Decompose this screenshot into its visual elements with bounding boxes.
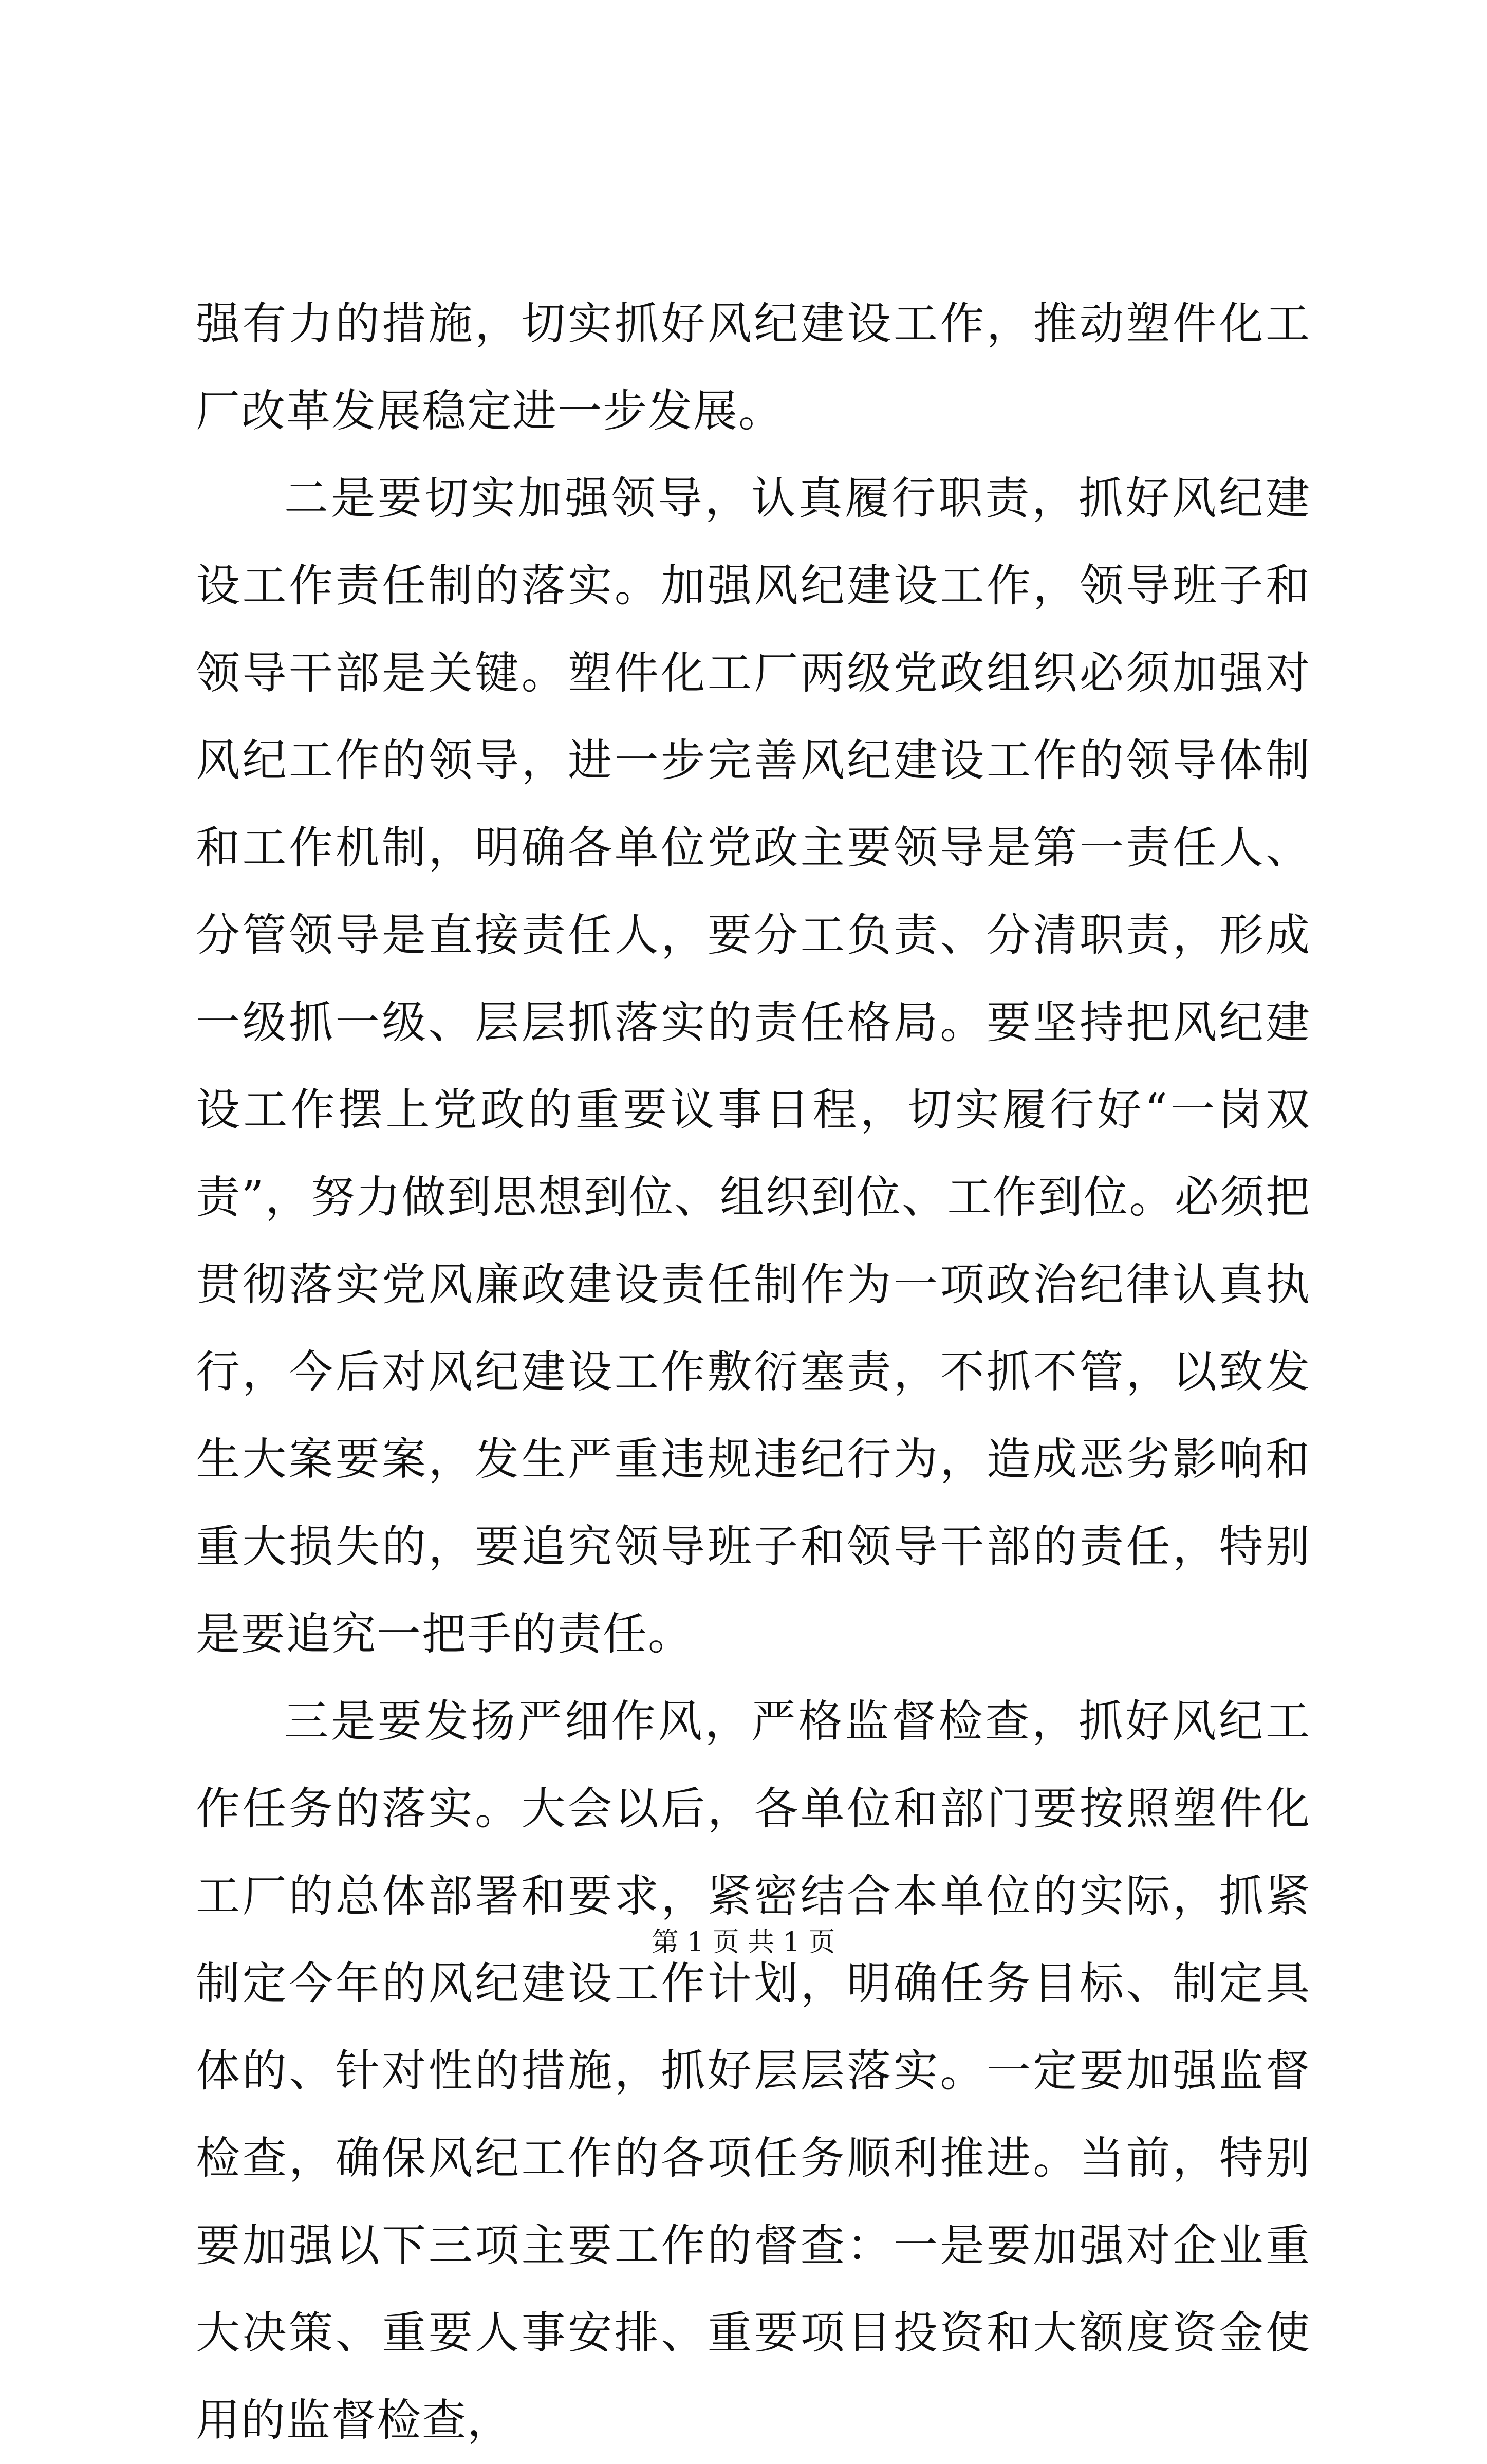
page-number-footer: 第 1 页 共 1 页 xyxy=(652,1927,835,1958)
paragraph-point-three: 三是要发扬严细作风，严格监督检查，抓好风纪工作任务的落实。大会以后，各单位和部门要按照塑件化工厂的总体部署和要求，紧密结合本单位的实际，抓紧制定今年的风纪建设工作计划，明确任务目标、制定具体的、针对性的措施，抓好层层落实。一定要加强监督检查，确保风纪工作的各项任务顺利推进。当前，特别要加强以下三项主要工作的督查：一是要加强对企业重大决策、重要人事安排、重要项目投资和大额度资金使用的监督检查， xyxy=(196,1696,1311,2446)
paragraph-continuation: 强有力的措施，切实抓好风纪建设工作，推动塑件化工厂改革发展稳定进一步发展。 xyxy=(196,298,1311,437)
document-body xyxy=(196,280,1311,2464)
paragraph-point-two: 二是要切实加强领导，认真履行职责，抓好风纪建设工作责任制的落实。加强风纪建设工作，领导班子和领导干部是关键。塑件化工厂两级党政组织必须加强对风纪工作的领导，进一步完善风纪建设工作的领导体制和工作机制，明确各单位党政主要领导是第一责任人、分管领导是直接责任人，要分工负责、分清职责，形成一级抓一级、层层抓落实的责任格局。要坚持把风纪建设工作摆上党政的重要议事日程，切实履行好“一岗双责”，努力做到思想到位、组织到位、工作到位。必须把贯彻落实党风廉政建设责任制作为一项政治纪律认真执行，今后对风纪建设工作敷衍塞责，不抓不管，以致发生大案要案，发生严重违规违纪行为，造成恶劣影响和重大损失的，要追究领导班子和领导干部的责任，特别是要追究一把手的责任。 xyxy=(196,473,1311,1660)
